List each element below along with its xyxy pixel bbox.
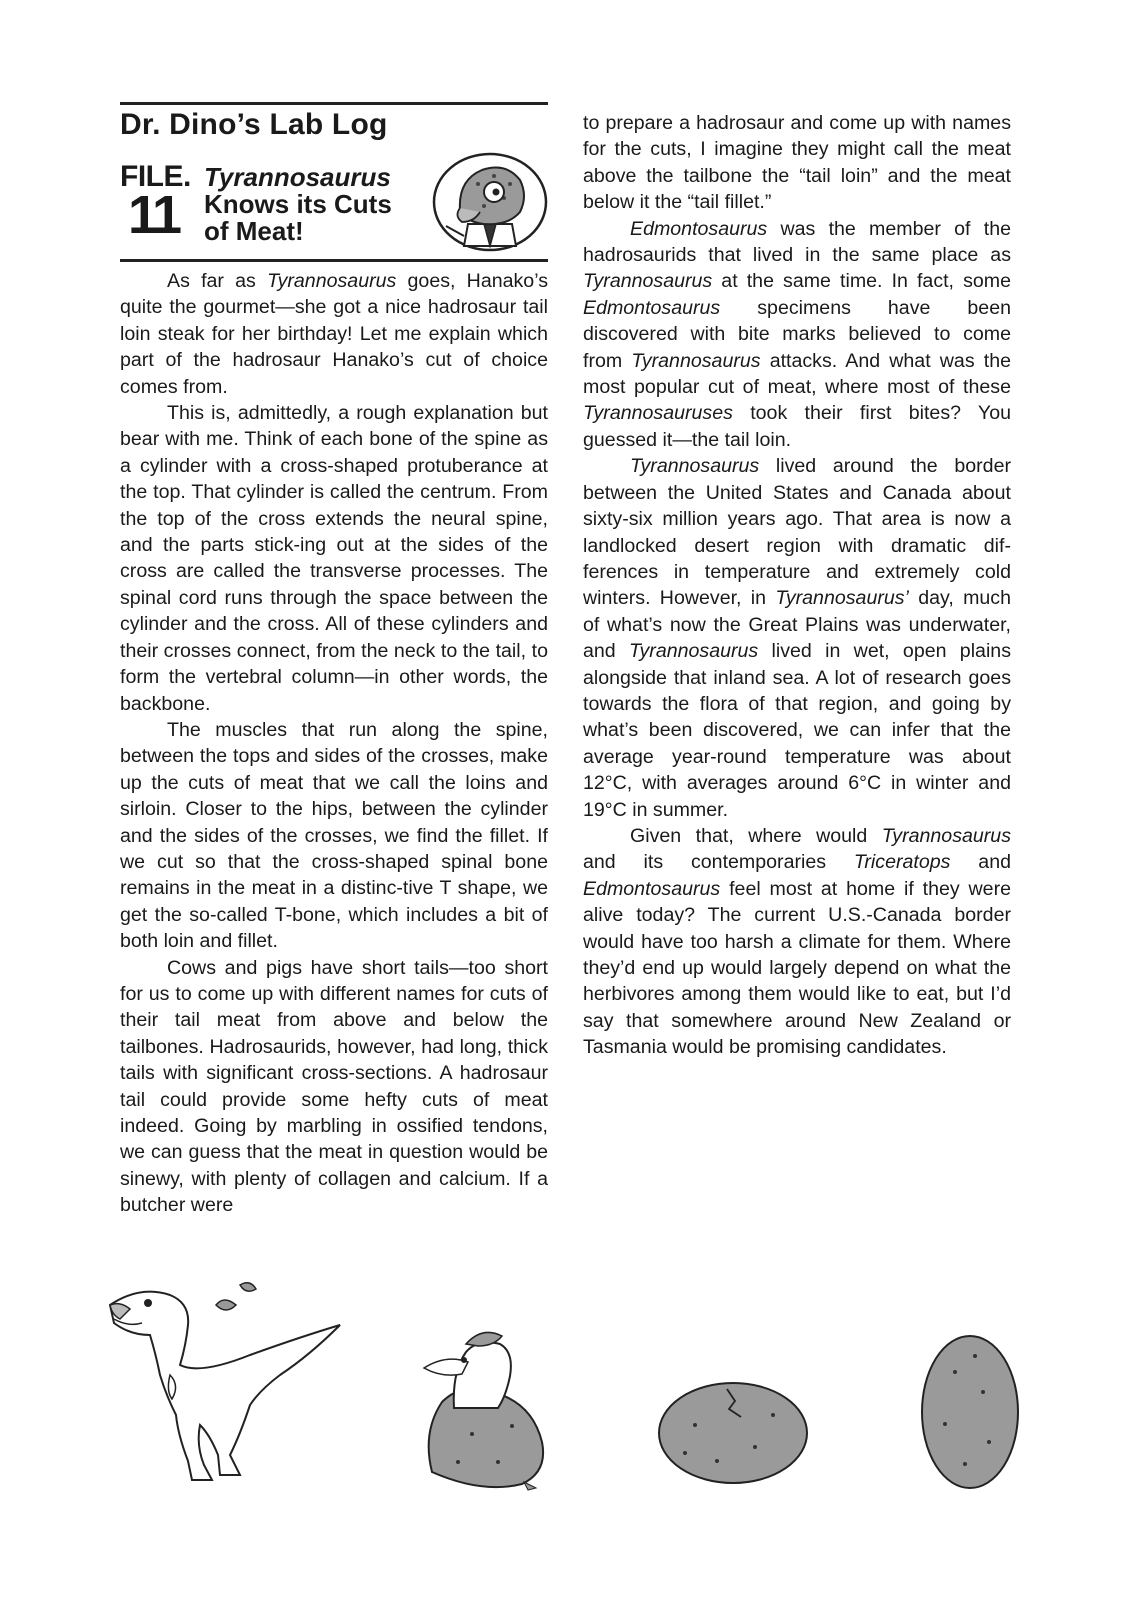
right-paragraph-1: to prepare a hadrosaur and come up with names for the cuts, I imagine they might call the meat above the tailbone the “tail loin” and the meat below it the “tail fillet.” — [583, 112, 1011, 214]
left-paragraph-4: Cows and pigs have short tails—too short for us to come up with different names for cuts of their tail meat from above and below the tailbones. Hadrosaurids, however, had long, thick tails with significant cross-sections. A hadrosaur tail could provide some hefty cuts of meat indeed. Going by marbling in ossified tendons, we can guess that the meat in question would be sinewy, with plenty of collagen and calcium. If a butcher were — [120, 956, 548, 1217]
file-title — [204, 164, 392, 245]
file-title-line2: Knows its Cuts — [204, 189, 392, 219]
file-title-line3: of Meat! — [204, 216, 304, 246]
right-paragraph-4: Given that, where would Tyrannosaurus and its contemporaries Triceratops and Edmontosaurus feel most at home if they were alive today? The current U.S.-Canada border would have too harsh a climate for them. Where they’d end up would largely depend on what the herbivores among them would like to eat, but I’d say that somewhere around New Zealand or Tasmania would be promising candidates. — [583, 824, 1011, 1059]
baby-tyrannosaurus-illustration — [100, 1275, 370, 1490]
header-top-rule — [120, 102, 548, 105]
log-title: Dr. Dino’s Lab Log — [120, 108, 388, 141]
header-bottom-rule — [120, 259, 548, 262]
left-paragraph-3: The muscles that run along the spine, between the tops and sides of the crosses, make up the cuts of meat that we call the loins and sirloin. Closer to the hips, between the cylinder and the sides of the crosses, we find the fillet. If we cut so that the cross-shaped spinal bone remains in the meat in a distinc-tive T shape, we get the so-called T-bone, which includes a bit of both loin and fillet. — [120, 718, 548, 953]
file-title-line1: Tyrannosaurus — [204, 162, 391, 192]
file-label: FILE. — [120, 160, 191, 193]
right-paragraph-2: Edmontosaurus was the member of the hadrosaurids that lived in the same place as Tyrannosaurus at the same time. In fact, some Edmontosaurus specimens have been discovered with bite marks believed to come from Tyrannosaurus attacks. And what was the most popular cut of meat, where most of these Tyrannosauruses took their first bites? You guessed it—the tail loin. — [583, 217, 1011, 451]
cracked-egg-illustration — [655, 1375, 815, 1490]
hatching-dinosaur-illustration — [402, 1322, 567, 1492]
right-paragraph-3: Tyrannosaurus lived around the border between the United States and Canada about sixty-six million years ago. That area is now a landlocked desert region with dramatic dif-ferences in temperature and extremely cold winters. However, in Tyrannosaurus’ day, much of what’s now the Great Plains was underwater, and Tyrannosaurus lived in wet, open plains alongside that inland sea. A lot of research goes towards the flora of that region, and going by what’s been discovered, we can infer that the average year-round temperature was about 12°C, with averages around 6°C in winter and 19°C in summer. — [583, 455, 1012, 821]
file-number: 11 — [128, 185, 180, 245]
left-paragraph-1: As far as Tyrannosaurus goes, Hanako’s quite the gourmet—she got a nice hadrosaur tail loin steak for her birthday! Let me explain which part of the hadrosaur Hanako’s cut of choice comes from. — [120, 270, 549, 398]
upright-egg-illustration — [915, 1330, 1025, 1495]
left-paragraph-2: This is, admittedly, a rough explanation but bear with me. Think of each bone of the spine as a cylinder with a cross-shaped protuberance at the top. That cylinder is called the centrum. From the top of the cross extends the neural spine, and the parts stick-ing out at the sides of the cross are called the transverse processes. The spinal cord runs through the space between the cylinder and the cross. All of these cylinders and their crosses connect, from the neck to the tail, to form the vertebral column—in other words, the backbone. — [120, 402, 548, 715]
dr-dino-avatar — [424, 150, 548, 254]
